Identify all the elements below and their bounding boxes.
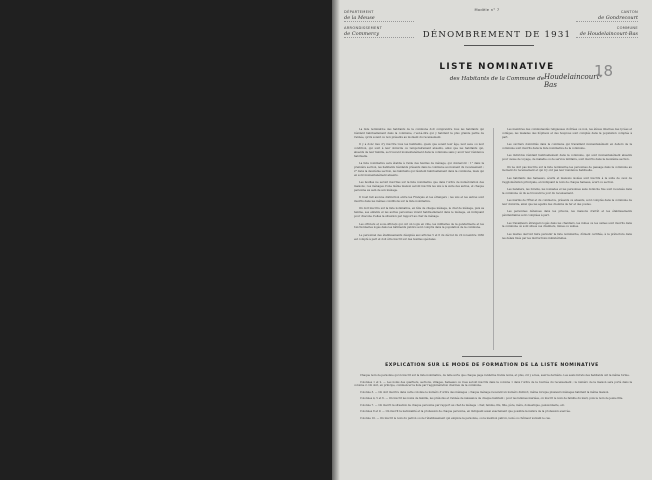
explanation-title: EXPLICATION SUR LE MODE DE FORMATION DE LA LISTE NOMINATIVE <box>385 363 599 368</box>
instruction-paragraph: Les feuilles ne seront inscrites sur la liste nominative que dans l'ordre de numérotation des maisons ; les ménages d'une même maison seront inscrits les uns à la suite des autres, et chaque personne au sein de son ménage. <box>354 181 484 192</box>
instruction-paragraph: On doit inscrire sur la liste nominative, en tête de chaque ménage, le chef de ménage, puis sa femme, ses enfants et les autres personnes vivant habituellement dans le ménage, en indiquant pour chacune d'elles la situation par rapport au chef de ménage. <box>354 207 484 219</box>
commune-label: COMMUNE <box>616 26 638 30</box>
instruction-paragraph: Les individus résidant habituellement dans la commune, qui sont momentanément absents pour cause de voyage, de maladie ou de service militaire, sont inscrits dans la deuxième section. <box>502 154 632 162</box>
instruction-paragraph: Les ouvriers domiciliés dans la commune qui travaillent momentanément en dehors de la commune sont inscrits dans la liste nominative de la commune. <box>502 143 632 151</box>
instruction-paragraph: Les personnes détenues dans les prisons, les maisons d'arrêt et les établissements pénitentiaires sont comptées à part. <box>502 210 632 218</box>
explanation-paragraph: Colonnes 4, 5 et 6. — On inscrit les noms de famille, les prénoms et l'année de naissance de chaque habitant ; pour les femmes mariées, on inscrit le nom de famille du mari, puis le nom de jeune fille. <box>360 397 624 401</box>
explanation-paragraph: Colonnes 1 et 2. — Les noms des quartiers, sections, villages, hameaux ou rues seront inscrits dans la colonne 1 dans l'ordre de la tournée du recensement ; le numéro de la maison sera porté dans la colonne 2. On doit, en principe, commencer la liste par l'agglomération chef-lieu de la commune. <box>354 380 632 388</box>
census-page <box>332 0 652 480</box>
folio-mark: 18 <box>594 62 614 80</box>
instruction-paragraph: Les bateliers, les forains, les nomades et les personnes sans domicile fixe sont recensés dans la commune où ils se trouvent le jour du recensement. <box>502 187 632 195</box>
instruction-paragraph: La liste nominative des habitants de la commune doit comprendre tous les habitants qui résident habituellement dans la commune, c'est-à-dire qui y habitent la plus grande partie de l'année, qu'ils soient ou non présents au moment du recensement. <box>354 128 484 139</box>
explanation-paragraph: Chaque nom de personne qu'on inscrit sur la liste nominative, de telle sorte que chaque page renferme trente noms, et plus, s'il y a lieu, sauf la dernière. Les seuls livrets des habitants ont la même forme. <box>360 374 630 377</box>
instruction-paragraph: On ne doit pas inscrire sur la liste nominative les personnes de passage dans la commune au moment du recensement et qui n'y ont pas leur résidence habituelle. <box>502 165 632 173</box>
instruction-paragraph: Il n'est fait aucune distinction entre les Français et les étrangers ; les uns et les autres sont inscrits dans les mêmes conditions sur la liste nominative. <box>354 196 484 204</box>
model-number: Modèle n° 7 <box>474 8 500 12</box>
explanation-paragraph: Colonne 7. — On inscrit la situation de chaque personne par rapport au chef de ménage : chef, femme, fils, fille, père, mère, domestique, pensionnaire, etc. <box>360 403 566 407</box>
explanation-paragraph: Colonne 3. — On doit inscrire dans cette colonne le numéro d'ordre des ménages ; chaque ménage recevant un numéro distinct, même lorsque plusieurs ménages habitent la même maison. <box>360 390 610 394</box>
canton-value: de Gondrecourt <box>576 15 638 22</box>
instruction-paragraph: Les officiers et sous-officiers qui ont un logis en ville, les militaires de la gendarmerie et les fonctionnaires logés dans les bâtiments publics sont compris dans la population de la commune. <box>354 222 484 230</box>
explanation-paragraph: Colonne 10. — On inscrit le nom du patron ou de l'établissement qui emploie la personne, ou la mention patron, isolé ou chômeur suivant le cas. <box>360 416 551 420</box>
arrondissement-value: de Commercy <box>344 31 414 38</box>
section-divider <box>462 356 522 357</box>
instruction-paragraph: Le personnel des établissements désignés aux articles 5 et 6 du décret du 22 novembre 1930 est compté à part et doit être inscrit sur des feuilles spéciales. <box>354 233 484 241</box>
commune-value: de Houdelaincourt-Bas <box>576 31 638 38</box>
explanation-text <box>354 374 632 423</box>
explanation-paragraph: Colonnes 8 et 9. — On inscrit la nationalité et la profession de chaque personne, en indiquant aussi exactement que possible la nature de la profession exercée. <box>360 410 571 414</box>
instruction-paragraph: Les habitants des hameaux, écarts et maisons isolées sont inscrits à la suite de ceux de l'agglomération principale, en indiquant le nom de chaque hameau, écart ou section. <box>502 176 632 184</box>
list-title: LISTE NOMINATIVE <box>439 62 555 72</box>
instruction-paragraph: Les membres des communautés religieuses cloîtrées ou non, les élèves internes des lycées et collèges, les malades des hôpitaux et des hospices sont comptés dans la population comptée à part. <box>502 128 632 139</box>
page-title: DÉNOMBREMENT DE 1931 <box>422 30 572 40</box>
list-subtitle: des Habitants de la Commune de <box>449 76 544 82</box>
instructions-right-column <box>502 128 632 244</box>
page-gutter-shadow <box>332 0 340 480</box>
instruction-paragraph: Les marins de l'État et du commerce, présents ou absents, sont comptés dans la commune de leur domicile, ainsi que les agents des chemins de fer et des postes. <box>502 199 632 207</box>
instruction-paragraph: La liste nominative sera établie à l'aide des feuilles de ménage, qui donneront : 1° dans la première section, les habitants résidants présents dans la commune au moment du recensement ; 2° dans la deuxième section, les habitants qui résident habituellement dans la commune, mais qui en sont momentanément absents. <box>354 162 484 177</box>
arrondissement-label: ARRONDISSEMENT <box>344 26 383 30</box>
instruction-paragraph: Les maires devront faire parvenir la liste nominative, dûment certifiée, à la préfecture dans les délais fixés par les instructions ministérielles. <box>502 232 632 240</box>
header-model-block <box>452 8 522 12</box>
title-divider <box>464 45 534 46</box>
instructions-left-column <box>354 128 484 245</box>
instruction-paragraph: Il y a donc lieu d'y inscrire tous les habitants, quels que soient leur âge, leur sexe ou leur condition, qui sont à leur domicile ou temporairement absents, ainsi que les habitants qui, absents de leur famille, se trouvent momentanément dans la commune sans y avoir leur résidence habituelle. <box>354 143 484 158</box>
departement-value: de la Meuse <box>344 15 414 22</box>
canton-label: CANTON <box>620 10 638 14</box>
commune-handwritten-name: Houdelaincourt-Bas <box>544 73 602 89</box>
departement-label: DÉPARTEMENT <box>344 10 374 14</box>
instruction-paragraph: Les travailleurs étrangers logés dans les chantiers, les mines ou les usines sont inscrits dans la commune où sont situés ces chantiers, mines ou usines. <box>502 221 632 229</box>
